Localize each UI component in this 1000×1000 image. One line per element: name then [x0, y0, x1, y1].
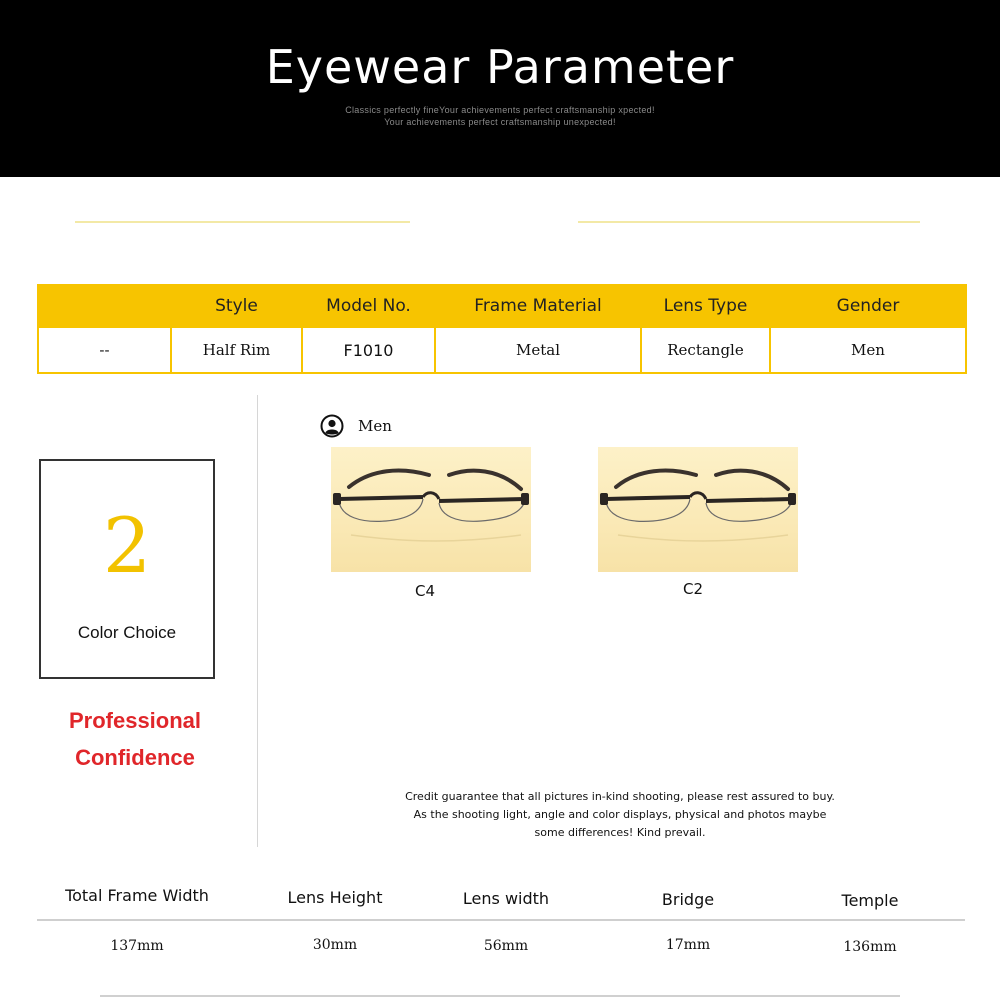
parameters-value-row	[37, 930, 965, 960]
parameters-header-row	[37, 880, 965, 916]
color-count: 2	[102, 501, 152, 590]
decorative-line-right	[578, 221, 920, 223]
param-value-total-frame-width: 137mm	[110, 938, 164, 954]
color-choice-box	[39, 459, 215, 679]
header-banner	[0, 0, 1000, 177]
glasses-c4-icon	[331, 447, 531, 572]
param-header-bridge: Bridge	[661, 890, 715, 909]
decorative-line-left	[75, 221, 410, 223]
glasses-c2-icon	[598, 447, 798, 572]
tagline	[30, 702, 240, 776]
spec-header-lens-type: Lens Type	[641, 285, 770, 327]
credit-line-3: some differences! Kind prevail.	[534, 826, 706, 839]
tagline-line-1: Professional	[68, 708, 202, 733]
param-header-total-frame-width: Total Frame Width	[65, 886, 209, 905]
spec-header-gender: Gender	[770, 285, 966, 327]
spec-table-value-row	[38, 327, 966, 373]
tagline-line-2: Confidence	[75, 745, 195, 770]
product-image-c2	[598, 447, 798, 572]
spec-table-header-row	[38, 285, 966, 327]
spec-value-lens-type: Rectangle	[641, 327, 770, 373]
param-header-lens-height: Lens Height	[287, 888, 383, 907]
spec-value-blank: --	[38, 327, 171, 373]
spec-value-model: F1010	[302, 327, 435, 373]
spec-header-frame-material: Frame Material	[435, 285, 641, 327]
spec-value-gender: Men	[770, 327, 966, 373]
color-choice-label: Color Choice	[77, 623, 177, 642]
credit-line-2: As the shooting light, angle and color displays, physical and photos maybe	[413, 808, 827, 821]
spec-header-style: Style	[171, 285, 302, 327]
user-circle-icon	[320, 414, 344, 443]
param-header-temple: Temple	[841, 891, 899, 910]
param-value-bridge: 17mm	[665, 937, 711, 953]
spec-value-frame-material: Metal	[435, 327, 641, 373]
credit-line-1: Credit guarantee that all pictures in-kind shooting, please rest assured to buy.	[405, 790, 835, 803]
param-value-lens-height: 30mm	[312, 937, 358, 953]
product-label-c2: C2	[682, 580, 704, 598]
page-title: Eyewear Parameter	[265, 40, 735, 94]
column-divider	[257, 395, 258, 847]
credit-note	[340, 788, 900, 842]
parameters-separator	[37, 919, 965, 921]
product-image-c4	[331, 447, 531, 572]
product-label-c4: C4	[414, 582, 436, 600]
bottom-separator	[100, 995, 900, 997]
param-value-temple: 136mm	[843, 939, 897, 955]
param-header-lens-width: Lens width	[462, 889, 550, 908]
spec-header-model: Model No.	[302, 285, 435, 327]
spec-header-blank	[38, 285, 171, 327]
spec-table	[37, 284, 967, 374]
header-subtitle-1: Classics perfectly fineYour achievements perfect craftsmanship xpected!	[345, 105, 655, 115]
spec-value-style: Half Rim	[171, 327, 302, 373]
header-subtitle-2: Your achievements perfect craftsmanship unexpected!	[384, 117, 616, 127]
gender-label: Men	[358, 417, 392, 435]
param-value-lens-width: 56mm	[483, 938, 529, 954]
